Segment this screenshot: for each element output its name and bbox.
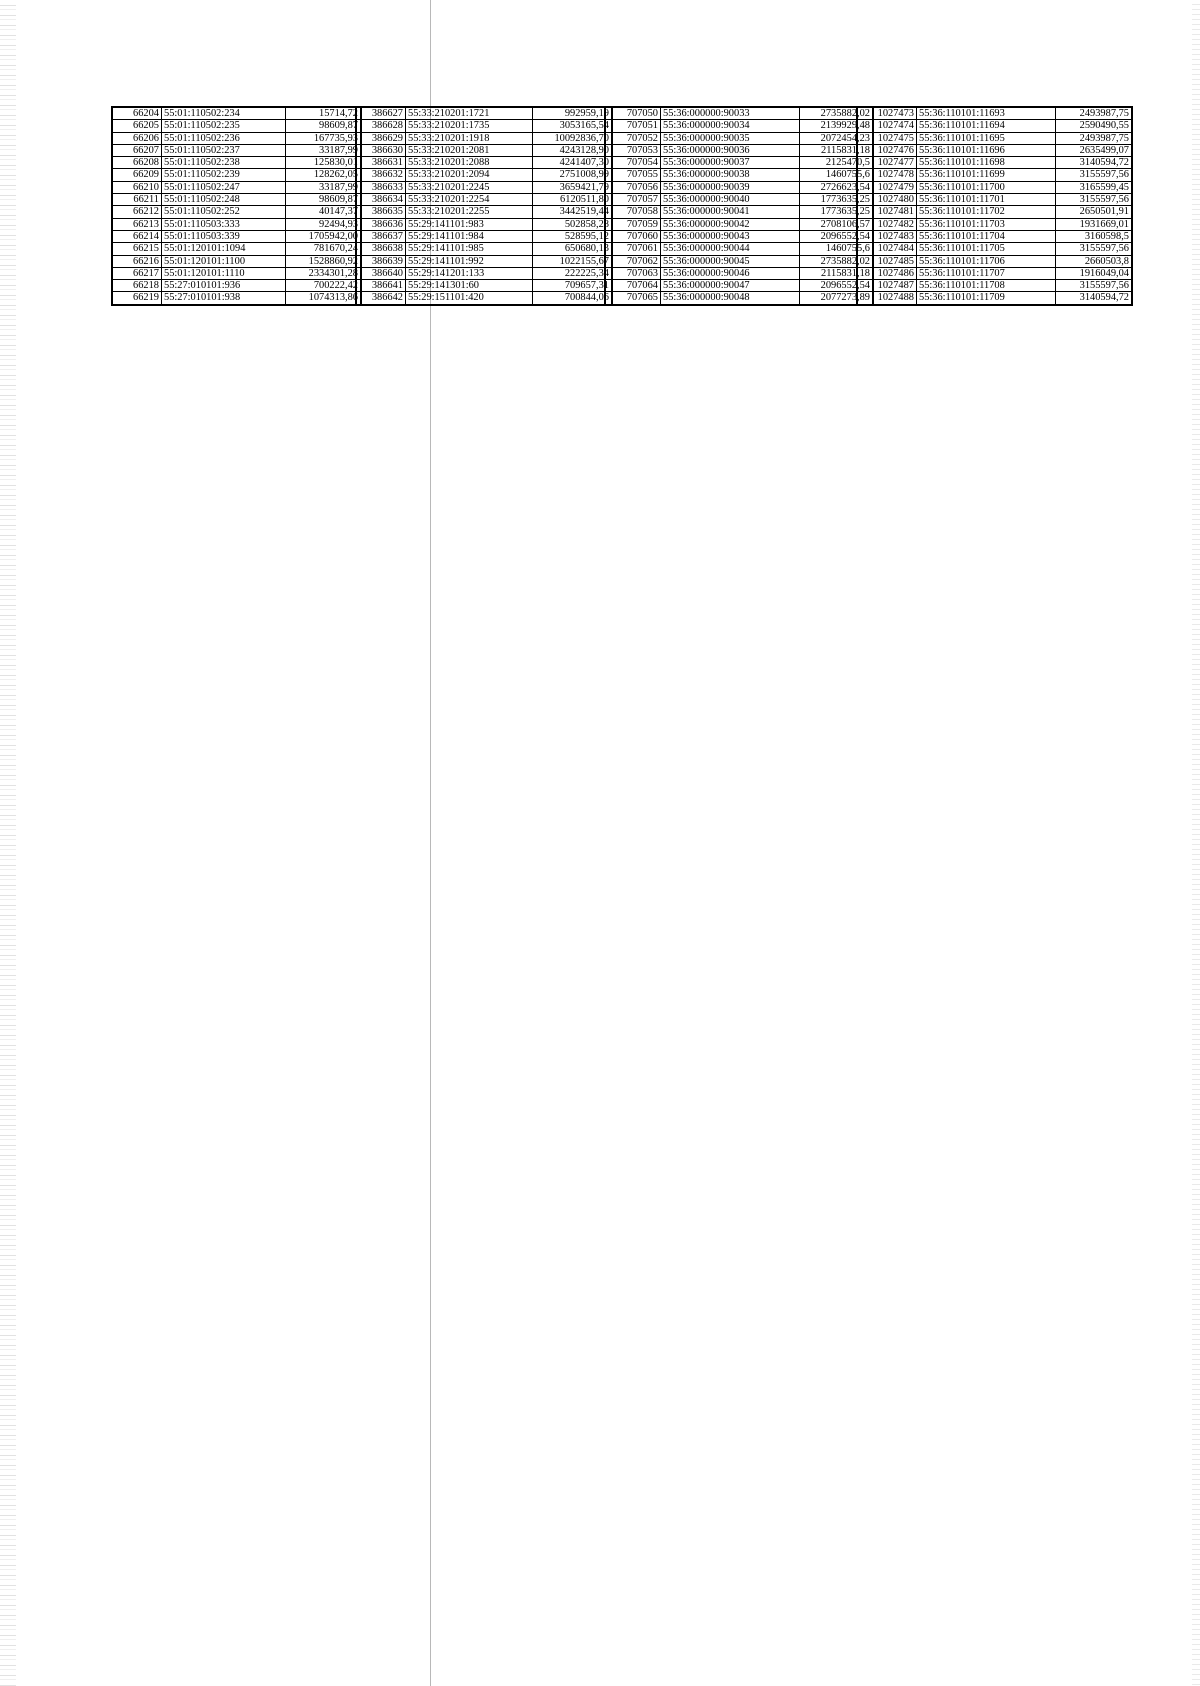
table-row <box>858 108 1132 120</box>
cadastral-number: 55:36:110101:11698 <box>917 157 1056 169</box>
cadastral-number: 55:36:110101:11695 <box>917 132 1056 144</box>
table-row <box>606 255 873 267</box>
row-number: 386640 <box>357 267 406 279</box>
cadastral-number: 55:36:110101:11694 <box>917 120 1056 132</box>
table-row <box>357 267 612 279</box>
cadastral-number: 55:36:110101:11703 <box>917 218 1056 230</box>
cadastral-value: 2635499,07 <box>1056 144 1132 156</box>
row-number: 386634 <box>357 194 406 206</box>
cadastral-value: 1773635,25 <box>800 194 873 206</box>
cadastral-number: 55:27:010101:936 <box>162 280 286 292</box>
row-number: 386628 <box>357 120 406 132</box>
cadastral-value: 502858,28 <box>533 218 612 230</box>
table-row <box>606 157 873 169</box>
cadastral-value: 10092836,70 <box>533 132 612 144</box>
cadastral-number: 55:01:110502:248 <box>162 194 286 206</box>
cadastral-number: 55:33:210201:2094 <box>406 169 533 181</box>
table-row <box>113 120 361 132</box>
table-row <box>606 230 873 242</box>
row-number: 1027482 <box>858 218 917 230</box>
table-row <box>357 120 612 132</box>
cadastral-number: 55:33:210201:1918 <box>406 132 533 144</box>
cadastral-value: 2077273,89 <box>800 292 873 304</box>
cadastral-value: 3140594,72 <box>1056 292 1132 304</box>
row-number: 707054 <box>606 157 661 169</box>
table-row <box>113 292 361 304</box>
row-number: 66204 <box>113 108 162 120</box>
table-row <box>606 280 873 292</box>
cadastral-number: 55:01:110502:238 <box>162 157 286 169</box>
table-row <box>113 181 361 193</box>
cadastral-number: 55:36:110101:11693 <box>917 108 1056 120</box>
cadastral-value: 3155597,56 <box>1056 194 1132 206</box>
row-number: 1027481 <box>858 206 917 218</box>
row-number: 66207 <box>113 144 162 156</box>
table-row <box>606 108 873 120</box>
table-row <box>858 255 1132 267</box>
cadastral-number: 55:01:110502:237 <box>162 144 286 156</box>
cadastral-value: 3140594,72 <box>1056 157 1132 169</box>
cadastral-value: 98609,87 <box>286 120 361 132</box>
row-number: 707064 <box>606 280 661 292</box>
cadastral-number: 55:27:010101:938 <box>162 292 286 304</box>
table-row <box>858 230 1132 242</box>
table-row <box>113 108 361 120</box>
cadastral-number: 55:01:110503:333 <box>162 218 286 230</box>
cadastral-value: 2115831,18 <box>800 144 873 156</box>
cadastral-value: 1916049,04 <box>1056 267 1132 279</box>
table-row <box>113 132 361 144</box>
row-number: 386630 <box>357 144 406 156</box>
table-row <box>357 255 612 267</box>
cadastral-value: 6120511,80 <box>533 194 612 206</box>
table-row <box>606 243 873 255</box>
table-row <box>606 206 873 218</box>
cadastral-value: 3160598,5 <box>1056 230 1132 242</box>
row-number: 386631 <box>357 157 406 169</box>
table-row <box>606 292 873 304</box>
cadastral-number: 55:33:210201:2254 <box>406 194 533 206</box>
cadastral-value: 3165599,45 <box>1056 181 1132 193</box>
registry-table-2 <box>356 107 612 305</box>
table-column-1 <box>111 106 362 306</box>
table-row <box>357 206 612 218</box>
cadastral-number: 55:36:000000:90037 <box>661 157 800 169</box>
row-number: 66213 <box>113 218 162 230</box>
row-number: 66206 <box>113 132 162 144</box>
cadastral-value: 2708106,57 <box>800 218 873 230</box>
table-row <box>357 230 612 242</box>
cadastral-value: 3155597,56 <box>1056 169 1132 181</box>
row-number: 66214 <box>113 230 162 242</box>
cadastral-value: 2493987,75 <box>1056 132 1132 144</box>
cadastral-number: 55:29:141101:992 <box>406 255 533 267</box>
cadastral-number: 55:01:110502:252 <box>162 206 286 218</box>
row-number: 1027484 <box>858 243 917 255</box>
cadastral-value: 2735882,02 <box>800 108 873 120</box>
cadastral-value: 33187,99 <box>286 144 361 156</box>
cadastral-number: 55:36:000000:90040 <box>661 194 800 206</box>
cadastral-number: 55:36:000000:90038 <box>661 169 800 181</box>
table-row <box>858 218 1132 230</box>
table-row <box>113 194 361 206</box>
table-row <box>858 292 1132 304</box>
table-row <box>357 218 612 230</box>
row-number: 66210 <box>113 181 162 193</box>
cadastral-number: 55:36:000000:90042 <box>661 218 800 230</box>
cadastral-value: 3053165,54 <box>533 120 612 132</box>
cadastral-value: 2726623,54 <box>800 181 873 193</box>
cadastral-number: 55:36:110101:11701 <box>917 194 1056 206</box>
cadastral-number: 55:36:000000:90045 <box>661 255 800 267</box>
row-number: 66218 <box>113 280 162 292</box>
row-number: 707051 <box>606 120 661 132</box>
table-column-4 <box>856 106 1133 306</box>
table-row <box>606 144 873 156</box>
cadastral-value: 98609,87 <box>286 194 361 206</box>
cadastral-value: 1074313,86 <box>286 292 361 304</box>
table-row <box>113 157 361 169</box>
table-row <box>858 181 1132 193</box>
table-row <box>858 144 1132 156</box>
cadastral-value: 528595,12 <box>533 230 612 242</box>
cadastral-number: 55:33:210201:1721 <box>406 108 533 120</box>
table-row <box>606 194 873 206</box>
cadastral-value: 1705942,00 <box>286 230 361 242</box>
cadastral-value: 992959,19 <box>533 108 612 120</box>
cadastral-value: 1460755,6 <box>800 243 873 255</box>
table-row <box>858 157 1132 169</box>
cadastral-value: 2096552,54 <box>800 280 873 292</box>
table-row <box>113 169 361 181</box>
cadastral-value: 1773635,25 <box>800 206 873 218</box>
cadastral-number: 55:29:141301:60 <box>406 280 533 292</box>
row-number: 386642 <box>357 292 406 304</box>
table-row <box>606 181 873 193</box>
table-row <box>858 206 1132 218</box>
cadastral-number: 55:36:000000:90048 <box>661 292 800 304</box>
row-number: 386632 <box>357 169 406 181</box>
row-number: 66208 <box>113 157 162 169</box>
cadastral-number: 55:36:000000:90036 <box>661 144 800 156</box>
table-row <box>357 157 612 169</box>
cadastral-number: 55:36:110101:11709 <box>917 292 1056 304</box>
table-row <box>858 280 1132 292</box>
cadastral-number: 55:01:110502:235 <box>162 120 286 132</box>
table-row <box>113 144 361 156</box>
row-number: 707065 <box>606 292 661 304</box>
cadastral-number: 55:36:000000:90047 <box>661 280 800 292</box>
cadastral-number: 55:36:110101:11705 <box>917 243 1056 255</box>
table-row <box>113 206 361 218</box>
table-row <box>606 218 873 230</box>
row-number: 386629 <box>357 132 406 144</box>
cadastral-value: 2751008,99 <box>533 169 612 181</box>
cadastral-value: 3442519,44 <box>533 206 612 218</box>
row-number: 66209 <box>113 169 162 181</box>
table-row <box>858 267 1132 279</box>
cadastral-number: 55:36:110101:11700 <box>917 181 1056 193</box>
cadastral-value: 1022155,67 <box>533 255 612 267</box>
cadastral-number: 55:36:000000:90044 <box>661 243 800 255</box>
cadastral-value: 2334301,28 <box>286 267 361 279</box>
cadastral-value: 709657,31 <box>533 280 612 292</box>
cadastral-value: 4243128,90 <box>533 144 612 156</box>
row-number: 1027487 <box>858 280 917 292</box>
table-row <box>113 280 361 292</box>
row-number: 707055 <box>606 169 661 181</box>
table-row <box>357 181 612 193</box>
cadastral-number: 55:36:110101:11702 <box>917 206 1056 218</box>
registry-table-1 <box>112 107 361 305</box>
row-number: 386638 <box>357 243 406 255</box>
cadastral-number: 55:36:110101:11704 <box>917 230 1056 242</box>
row-number: 1027477 <box>858 157 917 169</box>
cadastral-value: 2493987,75 <box>1056 108 1132 120</box>
row-number: 66216 <box>113 255 162 267</box>
cadastral-value: 650680,13 <box>533 243 612 255</box>
cadastral-value: 2072454,23 <box>800 132 873 144</box>
cadastral-value: 2650501,91 <box>1056 206 1132 218</box>
cadastral-number: 55:29:151101:420 <box>406 292 533 304</box>
table-row <box>606 169 873 181</box>
cadastral-value: 167735,93 <box>286 132 361 144</box>
row-number: 386636 <box>357 218 406 230</box>
cadastral-value: 92494,93 <box>286 218 361 230</box>
cadastral-number: 55:36:000000:90039 <box>661 181 800 193</box>
row-number: 386637 <box>357 230 406 242</box>
cadastral-value: 2096552,54 <box>800 230 873 242</box>
row-number: 386635 <box>357 206 406 218</box>
cadastral-number: 55:01:110502:247 <box>162 181 286 193</box>
row-number: 707061 <box>606 243 661 255</box>
row-number: 707052 <box>606 132 661 144</box>
cadastral-value: 1460755,6 <box>800 169 873 181</box>
cadastral-value: 2660503,8 <box>1056 255 1132 267</box>
cadastral-number: 55:29:141101:984 <box>406 230 533 242</box>
cadastral-value: 3659421,79 <box>533 181 612 193</box>
row-number: 66217 <box>113 267 162 279</box>
cadastral-number: 55:36:110101:11708 <box>917 280 1056 292</box>
table-row <box>606 120 873 132</box>
row-number: 1027474 <box>858 120 917 132</box>
cadastral-value: 222225,34 <box>533 267 612 279</box>
cadastral-value: 3155597,56 <box>1056 280 1132 292</box>
table-row <box>606 267 873 279</box>
cadastral-number: 55:01:110503:339 <box>162 230 286 242</box>
table-row <box>606 132 873 144</box>
cadastral-number: 55:36:110101:11696 <box>917 144 1056 156</box>
row-number: 66211 <box>113 194 162 206</box>
cadastral-number: 55:01:110502:236 <box>162 132 286 144</box>
cadastral-value: 33187,99 <box>286 181 361 193</box>
table-row <box>113 267 361 279</box>
scan-edge-left <box>0 0 16 1686</box>
table-column-3 <box>604 106 874 306</box>
row-number: 707050 <box>606 108 661 120</box>
cadastral-number: 55:36:000000:90043 <box>661 230 800 242</box>
cadastral-value: 2139929,48 <box>800 120 873 132</box>
table-row <box>858 169 1132 181</box>
cadastral-number: 55:36:000000:90046 <box>661 267 800 279</box>
row-number: 1027476 <box>858 144 917 156</box>
row-number: 707053 <box>606 144 661 156</box>
cadastral-number: 55:33:210201:2081 <box>406 144 533 156</box>
row-number: 1027485 <box>858 255 917 267</box>
table-row <box>357 144 612 156</box>
row-number: 66212 <box>113 206 162 218</box>
row-number: 66215 <box>113 243 162 255</box>
row-number: 1027475 <box>858 132 917 144</box>
cadastral-value: 2115831,18 <box>800 267 873 279</box>
row-number: 66205 <box>113 120 162 132</box>
cadastral-number: 55:01:120101:1100 <box>162 255 286 267</box>
table-row <box>357 169 612 181</box>
row-number: 1027488 <box>858 292 917 304</box>
row-number: 386641 <box>357 280 406 292</box>
cadastral-value: 700844,06 <box>533 292 612 304</box>
row-number: 386633 <box>357 181 406 193</box>
table-row <box>858 194 1132 206</box>
cadastral-number: 55:33:210201:1735 <box>406 120 533 132</box>
registry-table-4 <box>857 107 1132 305</box>
table-row <box>858 120 1132 132</box>
row-number: 707057 <box>606 194 661 206</box>
cadastral-value: 40147,37 <box>286 206 361 218</box>
cadastral-value: 2125470,5 <box>800 157 873 169</box>
table-row <box>357 194 612 206</box>
cadastral-value: 1931669,01 <box>1056 218 1132 230</box>
table-row <box>357 280 612 292</box>
cadastral-number: 55:33:210201:2088 <box>406 157 533 169</box>
row-number: 1027486 <box>858 267 917 279</box>
table-row <box>113 230 361 242</box>
row-number: 707060 <box>606 230 661 242</box>
cadastral-number: 55:36:110101:11706 <box>917 255 1056 267</box>
table-row <box>357 132 612 144</box>
row-number: 707059 <box>606 218 661 230</box>
row-number: 1027478 <box>858 169 917 181</box>
cadastral-value: 128262,05 <box>286 169 361 181</box>
cadastral-number: 55:29:141101:983 <box>406 218 533 230</box>
row-number: 386639 <box>357 255 406 267</box>
cadastral-number: 55:36:110101:11707 <box>917 267 1056 279</box>
table-row <box>113 255 361 267</box>
cadastral-number: 55:36:000000:90034 <box>661 120 800 132</box>
row-number: 1027473 <box>858 108 917 120</box>
cadastral-number: 55:29:141201:133 <box>406 267 533 279</box>
table-row <box>858 243 1132 255</box>
row-number: 386627 <box>357 108 406 120</box>
row-number: 66219 <box>113 292 162 304</box>
table-row <box>357 292 612 304</box>
cadastral-number: 55:36:110101:11699 <box>917 169 1056 181</box>
cadastral-number: 55:01:120101:1094 <box>162 243 286 255</box>
registry-table-3 <box>605 107 873 305</box>
cadastral-value: 2590490,55 <box>1056 120 1132 132</box>
cadastral-number: 55:36:000000:90041 <box>661 206 800 218</box>
table-column-2 <box>355 106 613 306</box>
row-number: 1027479 <box>858 181 917 193</box>
cadastral-value: 2735882,02 <box>800 255 873 267</box>
row-number: 707062 <box>606 255 661 267</box>
cadastral-number: 55:33:210201:2255 <box>406 206 533 218</box>
table-row <box>357 108 612 120</box>
cadastral-value: 3155597,56 <box>1056 243 1132 255</box>
cadastral-number: 55:29:141101:985 <box>406 243 533 255</box>
table-row <box>113 218 361 230</box>
cadastral-value: 1528860,92 <box>286 255 361 267</box>
row-number: 707063 <box>606 267 661 279</box>
cadastral-number: 55:36:000000:90035 <box>661 132 800 144</box>
row-number: 1027480 <box>858 194 917 206</box>
cadastral-value: 125830,01 <box>286 157 361 169</box>
cadastral-number: 55:01:110502:239 <box>162 169 286 181</box>
cadastral-number: 55:33:210201:2245 <box>406 181 533 193</box>
cadastral-number: 55:01:110502:234 <box>162 108 286 120</box>
table-row <box>357 243 612 255</box>
cadastral-value: 4241407,30 <box>533 157 612 169</box>
cadastral-number: 55:01:120101:1110 <box>162 267 286 279</box>
table-row <box>858 132 1132 144</box>
cadastral-value: 781670,24 <box>286 243 361 255</box>
cadastral-value: 700222,42 <box>286 280 361 292</box>
cadastral-number: 55:36:000000:90033 <box>661 108 800 120</box>
scan-edge-right <box>1192 0 1200 1686</box>
row-number: 707058 <box>606 206 661 218</box>
cadastral-value: 15714,72 <box>286 108 361 120</box>
row-number: 1027483 <box>858 230 917 242</box>
row-number: 707056 <box>606 181 661 193</box>
table-row <box>113 243 361 255</box>
